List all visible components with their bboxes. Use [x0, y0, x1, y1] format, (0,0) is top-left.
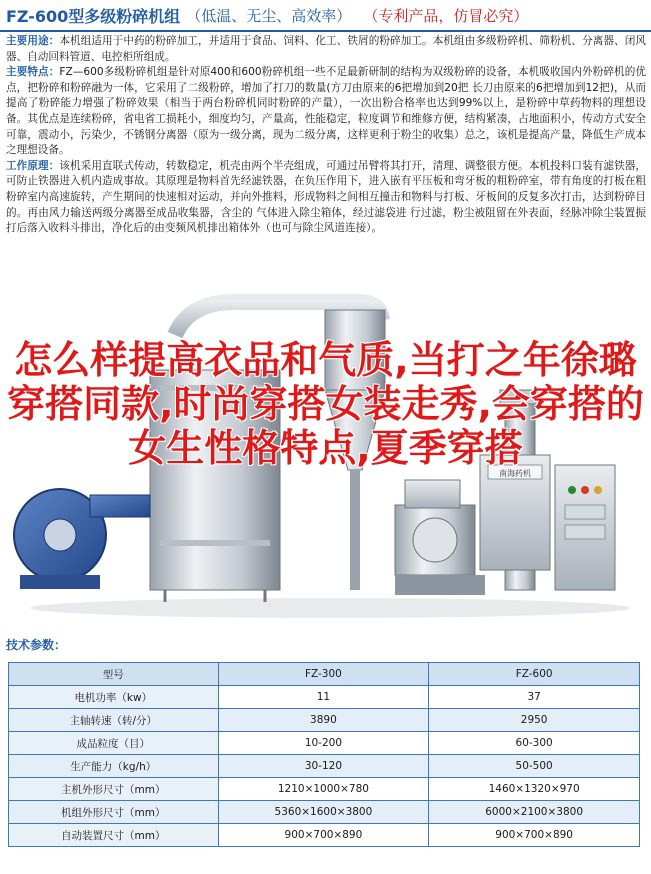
spec-cell: 1460×1320×970 [429, 778, 640, 801]
floor-shadow [30, 598, 630, 618]
spec-header-cell: FZ-300 [218, 663, 429, 686]
spec-cell: 2950 [429, 709, 640, 732]
meter-panel [565, 505, 605, 519]
spec-cell: 900×700×890 [429, 824, 640, 847]
usage-text: 本机组适用于中药的粉碎加工，并适用于食品、饲料、化工、铁屑的粉碎加工。本机组由多级粉碎机、筛粉机、分离器、闭风器、自动回料管道、电控柜所组成。 [6, 35, 646, 63]
table-row [9, 755, 640, 778]
spec-cell: 11 [218, 686, 429, 709]
table-row [9, 686, 640, 709]
spec-cell: 1210×1000×780 [218, 778, 429, 801]
spec-cell: 50-500 [429, 755, 640, 778]
principle-paragraph [6, 159, 646, 237]
fan-hub [44, 519, 76, 551]
patent-notice: （专利产品，仿冒必究） [363, 6, 529, 25]
table-row [9, 801, 640, 824]
fan-base [20, 575, 100, 589]
meter-panel-2 [565, 525, 605, 539]
spec-row-label: 成品粒度（目） [9, 732, 219, 755]
indicator-yellow [594, 486, 602, 494]
spec-row-label: 自动装置尺寸（mm） [9, 824, 219, 847]
product-title: FZ-600型多级粉碎机组 [6, 6, 181, 26]
spec-table [8, 662, 640, 847]
cyclone-leg [350, 470, 360, 590]
table-row [9, 709, 640, 732]
spec-header-cell: FZ-600 [429, 663, 640, 686]
spec-row-label: 生产能力（kg/h） [9, 755, 219, 778]
usage-paragraph [6, 34, 646, 65]
features-paragraph [6, 65, 646, 159]
spec-cell: 60-300 [429, 732, 640, 755]
spec-section-title: 技术参数： [6, 638, 67, 652]
description-block [6, 34, 646, 237]
spec-row-label: 机组外形尺寸（mm） [9, 801, 219, 824]
cabinet-brand: 南海药机 [499, 469, 531, 478]
spec-cell: 900×700×890 [218, 824, 429, 847]
principle-text: 该机采用直联式传动，转数稳定，机壳由两个半壳组成，可通过吊臂将其打开，清理、调整很方便。本机投料口装有滤铁器，可防止铁器进入机内造成事故。其原理是物料首先经滤铁器，在负压作用下，进入嵌有平压板和弯牙板的粗粉碎室，带有角度的打板在粗粉碎室内高速旋转，产生期间的快速相对运动，并向外推料，形成物料之间相互撞击和物料与打板、牙板间的反复多次打击，达到粉碎目的。再由风力输送两级分离器至成品收集器，含尘的 气体进入除尘箱体，经过滤袋进 行过滤，粉尘被阻留在外表面，经脉冲除尘装置振打后落入收料斗排出，净化后的由变频风机排出箱体外（也可与除尘风道连接）。 [6, 159, 646, 235]
table-row [9, 732, 640, 755]
table-row [9, 778, 640, 801]
spec-cell: 37 [429, 686, 640, 709]
title-bar [0, 0, 651, 32]
features-label: 主要特点： [6, 66, 60, 79]
spec-header-cell: 型号 [9, 663, 219, 686]
pulverizer-base [395, 575, 485, 595]
spec-cell: 10-200 [218, 732, 429, 755]
product-features: （低温、无尘、高效率） [186, 6, 352, 25]
pulverizer-drum [413, 518, 457, 562]
spec-cell: 5360×1600×3800 [218, 801, 429, 824]
spec-row-label: 主机外形尺寸（mm） [9, 778, 219, 801]
spec-row-label: 主轴转速（转/分） [9, 709, 219, 732]
spec-row-label: 电机功率（kw） [9, 686, 219, 709]
indicator-green [568, 486, 576, 494]
spec-cell: 30-120 [218, 755, 429, 778]
principle-label: 工作原理： [6, 159, 60, 172]
pulverizer-hopper [405, 480, 460, 508]
indicator-red [581, 486, 589, 494]
features-text: FZ—600多级粉碎机组是针对原400和600粉碎机组一些不足最新研制的结构为双级粉碎的设备，本机吸收国内外粉碎机的优点，把粉碎和粉碎融为一体，它采用了二级粉碎，增加了打刀的数量(方刀由原来的6把增加到20把 长刀由原来的6把增加到12把)，从而提高了粉碎能力增强了粉碎效果（相当于两台粉碎机同时粉碎的产量），一次出粉合格率也达到99%以上，是粉碎中草药物料的理想设备。其优点是连续粉碎，省电省工损耗小，细度均匀，产量高，性能稳定，粒度调节和维修方便，结构紧凑，占地面积小，传动方式安全可靠，震动小，污染少，不锈钢分离器（原为一级分离，现为二级分离，这样更利于粉尘的收集）总之，该机是提高产量，降低生产成本之理想设备。 [6, 66, 646, 157]
spec-header-row [9, 663, 640, 686]
table-row [9, 824, 640, 847]
spec-cell: 6000×2100×3800 [429, 801, 640, 824]
fan-outlet [90, 495, 150, 517]
usage-label: 主要用途： [6, 35, 60, 47]
collector-band-2 [160, 540, 270, 546]
overlay-headline: 怎么样提高衣品和气质,当打之年徐璐穿搭同款,时尚穿搭女装走秀,会穿搭的女生性格特点,夏季穿搭 [7, 338, 644, 470]
spec-cell: 3890 [218, 709, 429, 732]
